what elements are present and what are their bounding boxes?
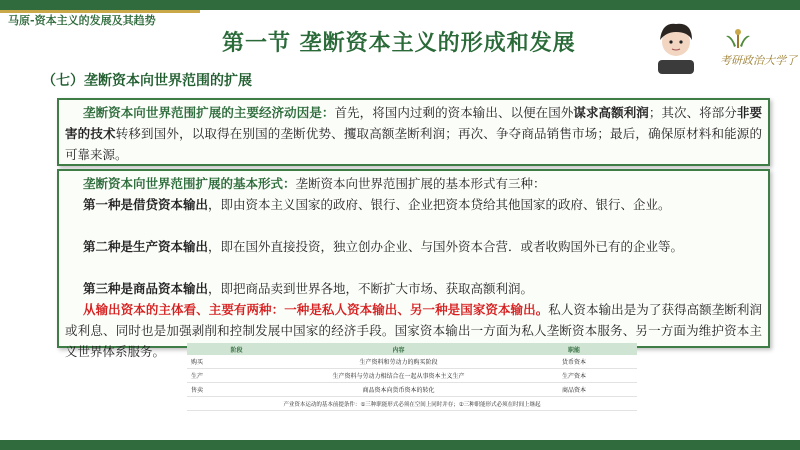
- form-3: 第三种是商品资本输出，即把商品卖到世界各地，不断扩大市场、获取高额利润。: [83, 281, 534, 296]
- bottom-bar: [0, 440, 800, 450]
- table-row: 购买 生产资料和劳动力的购买阶段 货币资本: [187, 355, 637, 369]
- red-highlight: 从输出资本的主体看、主要有两种：一种是私人资本输出、另一种是国家资本输出。: [83, 302, 549, 317]
- economic-motive-text: 垄断资本向世界范围扩展的主要经济动因是：首先，将国内过剩的资本输出、以便在国外谋求高额利润；其次、将部分非要害的技术转移到国外，以取得在别国的垄断优势、攫取高额垄断利润；再次、争夺商品销售市场；最后，确保原材料和能源的可靠来源。: [65, 105, 762, 162]
- form-1: 第一种是借贷资本输出，即由资本主义国家的政府、银行、企业把资本贷给其他国家的政府、银行、企业。: [83, 197, 671, 212]
- top-bar: [0, 0, 800, 10]
- logo-text: 考研政治大学了: [720, 54, 797, 67]
- section-heading: （七）垄断资本向世界范围的扩展: [42, 73, 252, 89]
- table-row: 售卖 商品资本向货币资本的转化 商品资本: [187, 383, 637, 397]
- economic-motive-box: [57, 98, 770, 166]
- motive-lead: 垄断资本向世界范围扩展的主要经济动因是：: [83, 105, 335, 120]
- teacher-avatar: [648, 16, 704, 74]
- forms-intro: 垄断资本向世界范围扩展的基本形式：垄断资本向世界范围扩展的基本形式有三种：: [83, 176, 546, 191]
- page-title: 第一节 垄断资本主义的形成和发展: [222, 30, 576, 56]
- table-header-row: 阶段 内容 职能: [187, 343, 637, 355]
- motive-bold-1: 谋求高额利润: [573, 105, 649, 120]
- table-footer-row: 产业资本运动的基本前提条件：①三种职能形式必须在空间上同时并存；②三种职能形式必须在时间上继起: [187, 397, 637, 411]
- form-2: 第二种是生产资本输出，即在国外直接投资，独立创办企业、与国外资本合营．或者收购国外已有的企业等。: [83, 239, 684, 254]
- capital-export-subject: 从输出资本的主体看、主要有两种：一种是私人资本输出、另一种是国家资本输出。私人资本输出是为了获得高额垄断利润或利息、同时也是加强剥削和控制发展中国家的经济手段。国家资本输出一方面为私人垄断资本服务、另一方面为维护资本主义世界体系服务。: [65, 302, 762, 359]
- subject-label: 马原-资本主义的发展及其趋势: [8, 14, 156, 27]
- industrial-capital-table: [187, 343, 637, 411]
- table-row: 生产 生产资料与劳动力相结合在一起从事资本主义生产 生产资本: [187, 369, 637, 383]
- motive-bold-2: 非要害的技术: [65, 105, 762, 141]
